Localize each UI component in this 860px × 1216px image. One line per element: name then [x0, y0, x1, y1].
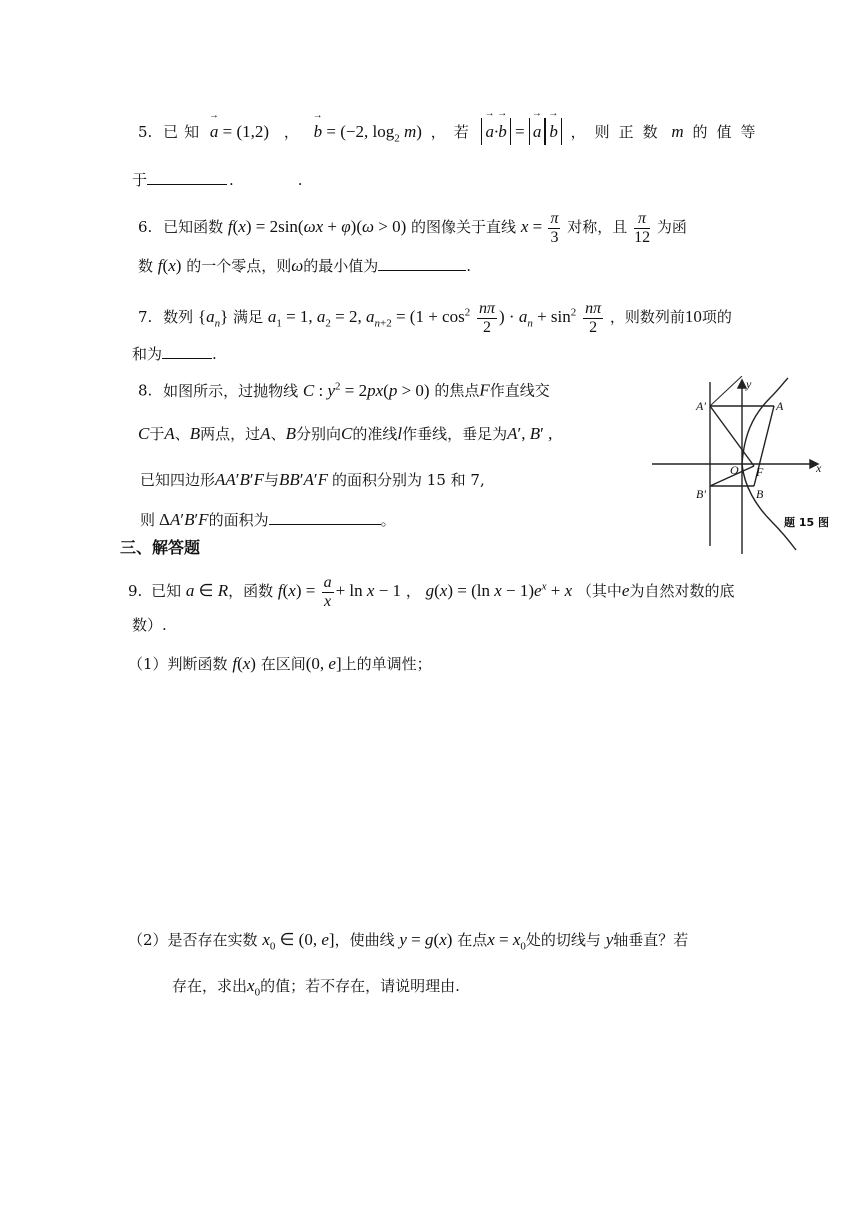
text: 为函 [656, 218, 687, 237]
text: 。 [380, 511, 396, 529]
label-B: B [756, 487, 764, 501]
text: （1）判断函数 [128, 655, 228, 673]
text: 的最小值为 [303, 257, 379, 275]
question-7-line-1: 7. 数列 $\{a_n\}$ 满足 $a_1 = 1$, $a_2 = 2$, $a_{n+2} = (1 + \cos^2$ $\frac{n\pi}{2}$ ) · $a_n + \sin^2$ $\frac{n\pi}{2}$ ，则数列前10项的 [138, 300, 732, 336]
text: 数 [138, 257, 154, 275]
text: 的面积分别为 15 和 7, [332, 471, 485, 489]
question-number: 7. [138, 308, 153, 327]
question-6-line-2: 数 f(x) 的一个零点，则ω的最小值为 . [138, 256, 472, 275]
text: 的焦点 [434, 381, 480, 400]
text: 作直线交 [489, 381, 550, 400]
label-y: y [746, 377, 752, 391]
question-9-line-1: 9. 已知 a ∈ R，函数 f(x) = $\frac{a}{x}$ + ln x − 1 ， g(x) = (ln $x - 1)e^x + x$ （其中e为自然对数的底 [128, 574, 735, 610]
text: 项的 [701, 308, 732, 327]
variable-m: m [671, 122, 684, 141]
question-5-line-2 [132, 170, 303, 189]
section-title: 三、解答题 [120, 538, 201, 557]
text: 数）. [132, 616, 167, 634]
variable-y: y [605, 930, 614, 949]
question-5-line-1: 5. 已知 → a = (1,2) ， → b = (−2, $\log_2 m$) ，若 → a·→ b = → a→ b ，则正数 m 的值等 [138, 118, 764, 146]
text: . [297, 171, 303, 189]
answer-blank[interactable] [378, 256, 466, 271]
parabola-lower [742, 464, 796, 550]
text: 已知函数 [163, 218, 224, 237]
label-A-prime: A' [696, 399, 706, 413]
number: 10 [684, 307, 702, 327]
text: 于 [132, 171, 148, 189]
question-8-line-3: 已知四边形AA′B′F与BB′A′F 的面积分别为 15 和 7, [140, 470, 485, 489]
text: 于 [149, 425, 165, 443]
question-number: 5. [138, 123, 153, 141]
question-6-line-1: 6. 已知函数 f(x) = 2sin(ωx + φ)(ω > 0) 的图像关于直线 x = $\frac{\pi}{3}$ 对称，且 $\frac{\pi}{12}$ 为函 [138, 210, 687, 246]
text: 对称，且 [567, 218, 628, 237]
label-O: O [730, 463, 739, 477]
text: ， [283, 123, 299, 141]
text: 的一个零点，则 [186, 257, 292, 275]
text: 已知 [163, 123, 206, 141]
figure-caption: 题 15 图 [784, 516, 829, 529]
question-8-line-1: 8. 如图所示，过抛物线 C : $y^2 = 2px(p > 0)$ 的焦点F作直线交 [138, 380, 550, 400]
question-number: 8. [138, 381, 153, 400]
text: 处的切线与 [525, 931, 601, 949]
text: ，若 [430, 123, 477, 141]
text: . [229, 171, 234, 189]
question-number: 6. [138, 218, 153, 237]
question-number: 9. [128, 582, 143, 601]
text: 上的单调性； [341, 655, 432, 673]
text: ，则数列前 [609, 308, 685, 327]
text: . [466, 257, 472, 275]
variable-F: F [479, 380, 490, 400]
label-B-prime: B' [696, 487, 706, 501]
text: （其中 [576, 582, 622, 601]
text: 的值等 [692, 123, 765, 141]
question-9-part-2-line-2: 存在，求出$x_0$的值；若不存在，请说明理由. [172, 976, 460, 999]
text: 如图所示，过抛物线 [163, 381, 299, 400]
text: 的值；若不存在，请说明理由. [260, 977, 460, 995]
text: 已知四边形 [140, 471, 216, 489]
y-axis-arrow [738, 380, 746, 388]
label-x: x [816, 461, 822, 475]
text: 的图像关于直线 [411, 218, 517, 237]
question-7-line-2 [132, 344, 217, 363]
text: 两点，过 [200, 425, 261, 443]
text: ， [405, 582, 421, 601]
text: 、 [174, 425, 190, 443]
text: 为自然对数的底 [629, 582, 735, 601]
question-9-part-2-line-1: （2）是否存在实数 $x_0$ ∈ (0, e]，使曲线 y = g(x) 在点$x = x_0$处的切线与 y轴垂直？若 [128, 930, 689, 953]
text: 的准线 [352, 425, 398, 443]
text: （2）是否存在实数 [128, 931, 258, 949]
label-F: F [756, 465, 764, 479]
text: 已知 [151, 582, 182, 601]
text: 和为 [132, 345, 163, 363]
text: 的面积为 [208, 511, 269, 529]
question-9-part-1: （1）判断函数 f(x) 在区间(0, e]上的单调性； [128, 654, 432, 673]
text: 、 [270, 425, 286, 443]
text: 与 [264, 471, 280, 489]
text: 存在，求出 [172, 977, 248, 995]
question-9-line-2 [132, 616, 167, 634]
text: ，函数 [228, 582, 274, 601]
text: 在区间 [260, 655, 306, 673]
parabola-figure [652, 376, 832, 556]
text: ，则正数 [570, 123, 667, 141]
label-A: A [776, 399, 784, 413]
text: 数列 [163, 308, 194, 327]
text: ，使曲线 [334, 931, 395, 949]
variable-e: e [621, 581, 630, 601]
question-8-line-4: 则 ΔA′B′F的面积为 。 [140, 510, 396, 529]
text: 作垂线，垂足为 [402, 425, 508, 443]
text: . [212, 345, 217, 363]
question-8-line-2: C于A、B两点，过A、B分别向C的准线l作垂线，垂足为A′, B′ , [138, 424, 553, 443]
text: 分别向 [295, 425, 341, 443]
text: 满足 [233, 308, 264, 327]
answer-blank[interactable] [162, 344, 212, 359]
text: 轴垂直？若 [613, 931, 689, 949]
answer-blank[interactable] [147, 170, 227, 185]
text: 则 [140, 511, 156, 529]
answer-blank[interactable] [269, 510, 381, 525]
text: 在点 [457, 931, 488, 949]
